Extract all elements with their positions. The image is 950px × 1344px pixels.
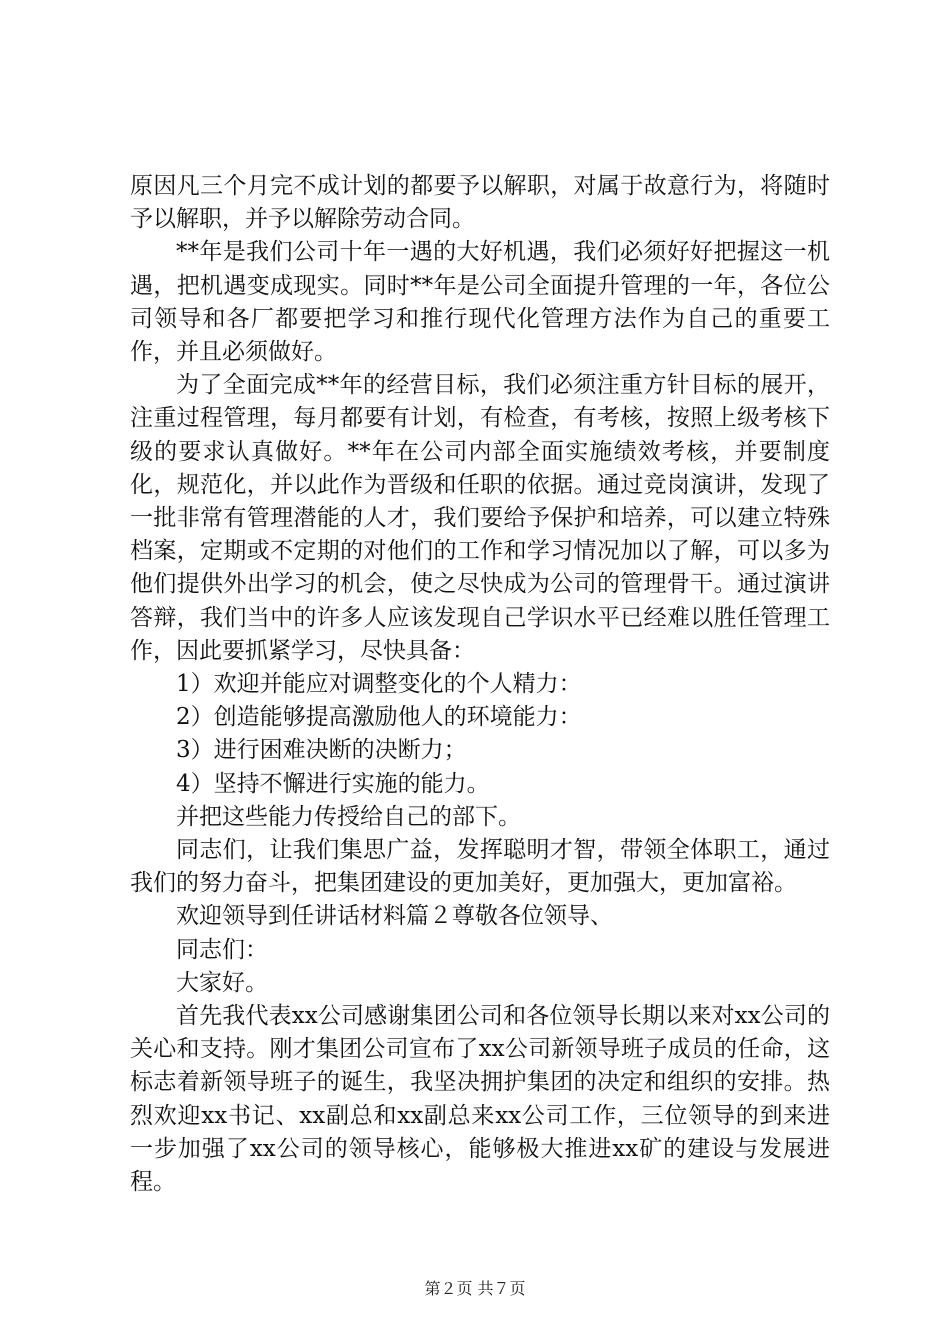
paragraph-4: 并把这些能力传授给自己的部下。 xyxy=(176,803,521,830)
page-number: 第２页 共７页 xyxy=(424,1279,526,1298)
list-item-2: 2）创造能够提高激励他人的环境能力： xyxy=(176,704,582,731)
greeting: 大家好。 xyxy=(176,969,268,996)
paragraph-1: 原因凡三个月完不成计划的都要予以解职，对属于故意行为，将随时予以解职，并予以解除劳动合同。 xyxy=(130,173,830,233)
section-title: 欢迎领导到任讲话材料篇２尊敬各位领导、 xyxy=(176,903,613,930)
list-item-3: 3）进行困难决断的决断力； xyxy=(176,737,467,764)
salutation: 同志们： xyxy=(176,936,268,963)
list-item-1: 1）欢迎并能应对调整变化的个人精力： xyxy=(176,671,582,698)
paragraph-5: 同志们，让我们集思广益，发挥聪明才智，带领全体职工，通过我们的努力奋斗，把集团建设的更加美好，更加强大，更加富裕。 xyxy=(130,837,830,897)
paragraph-3: 为了全面完成**年的经营目标，我们必须注重方针目标的展开，注重过程管理，每月都要有计划，有检查，有考核，按照上级考核下级的要求认真做好。**年在公司内部全面实施绩效考核，并要制度化，规范化，并以此作为晋级和任职的依据。通过竞岗演讲，发现了一批非常有管理潜能的人才，我们要给予保护和培养，可以建立特殊档案，定期或不定期的对他们的工作和学习情况加以了解，可以多为他们提供外出学习的机会，使之尽快成为公司的管理骨干。通过演讲答辩，我们当中的许多人应该发现自己学识水平已经难以胜任管理工作，因此要抓紧学习，尽快具备： xyxy=(130,372,830,664)
paragraph-2: **年是我们公司十年一遇的大好机遇，我们必须好好把握这一机遇，把机遇变成现实。同时**年是公司全面提升管理的一年，各位公司领导和各厂都要把学习和推行现代化管理方法作为自己的重要工作，并且必须做好。 xyxy=(130,239,830,366)
list-item-4: 4）坚持不懈进行实施的能力。 xyxy=(176,770,490,797)
paragraph-6: 首先我代表xx公司感谢集团公司和各位领导长期以来对xx公司的关心和支持。刚才集团公司宣布了xx公司新领导班子成员的任命，这标志着新领导班子的诞生，我坚决拥护集团的决定和组织的安排。热烈欢迎xx书记、xx副总和xx副总来xx公司工作，三位领导的到来进一步加强了xx公司的领导核心，能够极大推进xx矿的建设与发展进程。 xyxy=(130,1003,830,1196)
document-body xyxy=(130,170,830,1199)
